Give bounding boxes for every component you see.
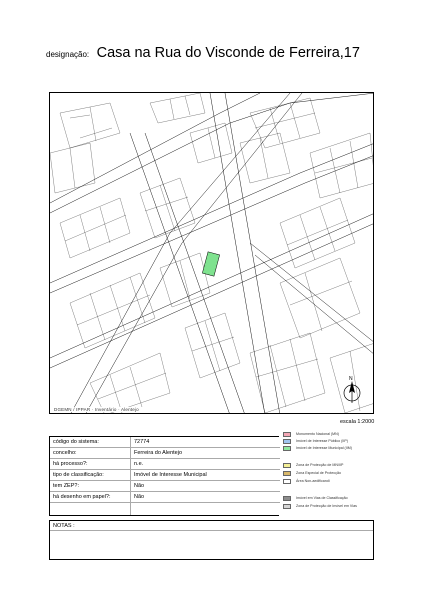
scale-label: escala 1:2000 (340, 419, 375, 425)
process-label: há processo?: (53, 461, 88, 467)
paper-drawing-value: Não (134, 494, 145, 500)
legend-swatch (283, 479, 291, 484)
legend-swatch (283, 432, 291, 437)
map-road (50, 93, 374, 213)
map-road (250, 243, 374, 343)
highlighted-parcel[interactable] (202, 252, 219, 276)
legend-label: Zona de Protecção de Imóvel em Vias (296, 504, 357, 508)
table-row (50, 470, 280, 481)
north-arrow (344, 376, 360, 403)
table-row (50, 481, 280, 492)
system-code-value: 72774 (134, 439, 150, 445)
info-table (49, 436, 279, 516)
map-drawing (50, 93, 374, 414)
map-road (50, 213, 374, 358)
zep-value: Não (134, 483, 145, 489)
map-legend (283, 432, 383, 516)
map-road (50, 223, 374, 368)
legend-swatch (283, 496, 291, 501)
process-value: n.e. (134, 461, 144, 467)
notes-divider (50, 530, 373, 531)
legend-label: Imóvel de Interesse Público (IIP) (296, 439, 348, 443)
system-code-label: código do sistema: (53, 439, 99, 445)
classification-value: Imóvel de Interesse Municipal (134, 472, 207, 478)
map-road (145, 133, 245, 414)
table-row (50, 448, 280, 459)
title-row (46, 44, 406, 68)
legend-label: Zona Especial de Protecção (296, 471, 341, 475)
north-label: N (349, 376, 353, 382)
paper-drawing-label: há desenho em papel?: (53, 494, 111, 500)
map-road (210, 93, 265, 414)
notes-box[interactable] (49, 520, 374, 560)
legend-swatch (283, 463, 291, 468)
map-road (70, 93, 290, 414)
legend-label: Imóvel de Interesse Municipal (IIM) (296, 446, 352, 450)
table-row (50, 503, 280, 514)
table-row (50, 437, 280, 448)
map-road (225, 93, 280, 414)
map-road (130, 133, 230, 414)
legend-swatch (283, 439, 291, 444)
legend-label: Zona de Protecção de MN/IIP (296, 463, 344, 467)
legend-label: Monumento Nacional (MN) (296, 432, 339, 436)
municipality-label: concelho: (53, 450, 77, 456)
notes-label: NOTAS : (53, 523, 75, 529)
legend-swatch (283, 446, 291, 451)
legend-label: Imóvel em Vias de Classificação (296, 496, 348, 500)
legend-label: Área Non-aedificandi (296, 479, 330, 483)
designation-label: designação: (46, 50, 90, 59)
municipality-value: Ferreira do Alentejo (134, 450, 182, 456)
table-row (50, 459, 280, 470)
legend-swatch (283, 471, 291, 476)
legend-swatch (283, 504, 291, 509)
classification-label: tipo de classificação: (53, 472, 104, 478)
zep-label: tem ZEP?: (53, 483, 79, 489)
cadastral-map[interactable] (49, 92, 374, 414)
table-row (50, 492, 280, 503)
page-title: Casa na Rua do Visconde de Ferreira,17 (96, 45, 360, 61)
map-credit: DGEMN / IPPAR · Inventário · Alentejo (54, 407, 139, 412)
